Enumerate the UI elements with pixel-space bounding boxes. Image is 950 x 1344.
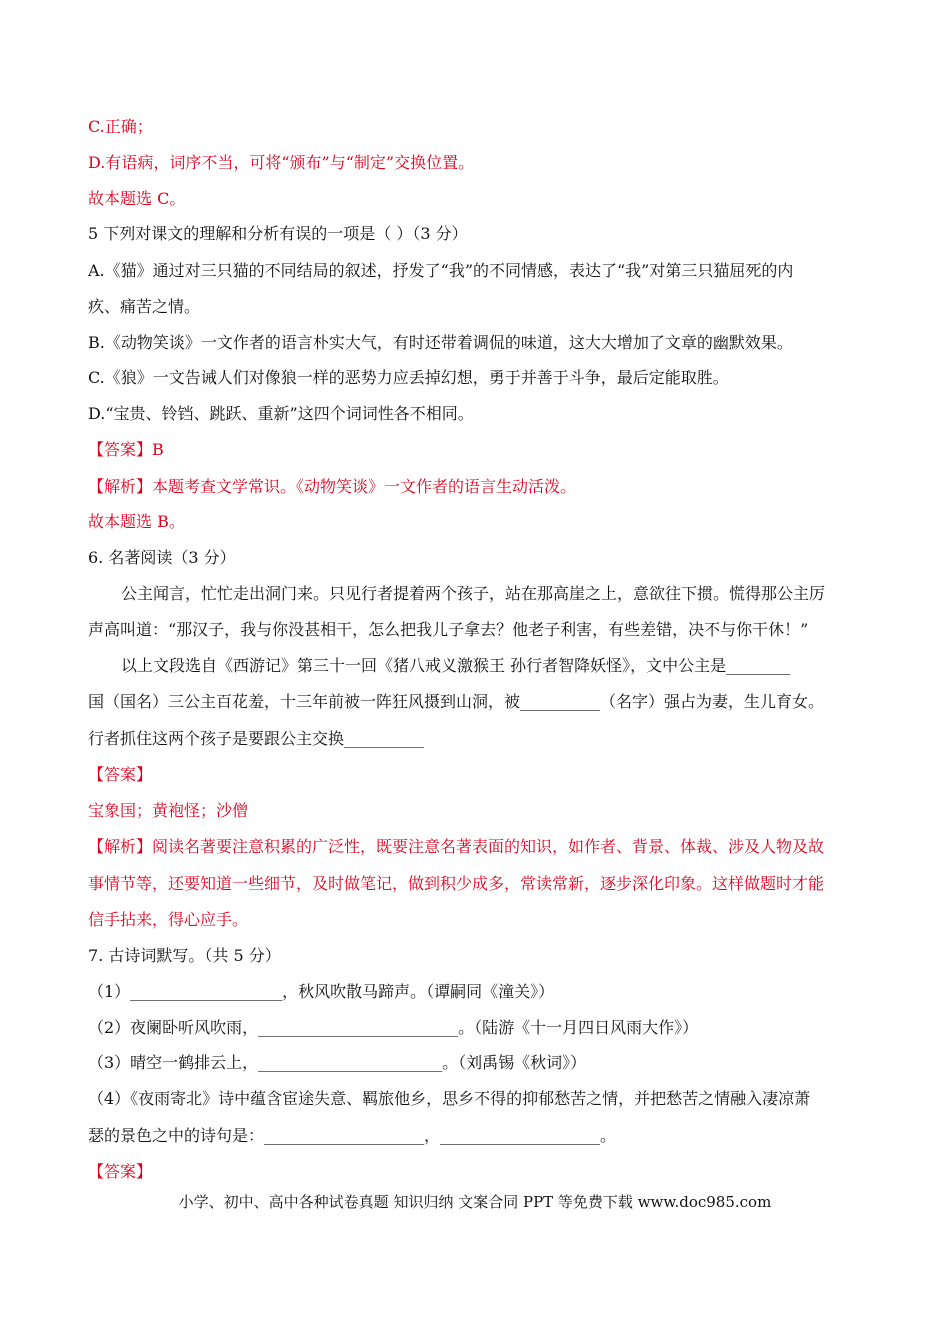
q7-item-3: （3）晴空一鹤排云上，_______________________。（刘禹锡《秋词》） bbox=[88, 1053, 587, 1072]
q6-analysis-line-2: 事情节等，还要知道一些细节，及时做笔记，做到积少成多，常读常新，逐步深化印象。这样做题时才能 bbox=[88, 874, 825, 893]
question-5: 5 下列对课文的理解和分析有误的一项是（ ）（3 分） bbox=[88, 224, 468, 243]
q5-option-a: A.《猫》通过对三只猫的不同结局的叙述，抒发了“我”的不同情感，表达了“我”对第三只猫屈死的内 bbox=[88, 261, 794, 280]
q7-item-2: （2）夜阑卧听风吹雨，_________________________。（陆游《十一月四日风雨大作》） bbox=[88, 1018, 699, 1037]
q7-item-4-cont: 瑟的景色之中的诗句是：____________________，____________________。 bbox=[88, 1126, 617, 1145]
q6-passage-line-1: 公主闻言，忙忙走出洞门来。只见行者提着两个孩子，站在那高崖之上，意欲往下掼。慌得那公主厉 bbox=[121, 584, 826, 603]
q6-answer-label: 【答案】 bbox=[88, 765, 153, 784]
question-7: 7. 古诗词默写。（共 5 分） bbox=[88, 946, 281, 965]
q6-prompt-line-2: 国（国名）三公主百花羞，十三年前被一阵狂风摄到山洞，被__________（名字）强占为妻，生儿育女。 bbox=[88, 692, 825, 711]
q6-answer: 宝象国；黄袍怪；沙僧 bbox=[88, 801, 249, 820]
q5-conclusion: 故本题选 B。 bbox=[88, 512, 185, 531]
q6-analysis-line-3: 信手拈来，得心应手。 bbox=[88, 910, 249, 929]
question-6: 6. 名著阅读（3 分） bbox=[88, 548, 236, 567]
page-footer: 小学、初中、高中各种试卷真题 知识归纳 文案合同 PPT 等免费下载 www.doc985.com bbox=[178, 1193, 772, 1211]
q5-answer: 【答案】B bbox=[88, 440, 164, 459]
q6-analysis-line-1: 【解析】阅读名著要注意积累的广泛性，既要注意名著表面的知识，如作者、背景、体裁、涉及人物及故 bbox=[88, 837, 825, 856]
q5-option-a-cont: 疚、痛苦之情。 bbox=[88, 297, 201, 316]
option-c-note: C.正确； bbox=[88, 117, 153, 136]
q7-item-1: （1）___________________，秋风吹散马蹄声。（谭嗣同《潼关》） bbox=[88, 982, 555, 1001]
q6-prompt-line-3: 行者抓住这两个孩子是要跟公主交换__________ bbox=[88, 729, 425, 748]
q6-prompt-line-1: 以上文段选自《西游记》第三十一回《猪八戒义激猴王 孙行者智降妖怪》，文中公主是________ bbox=[121, 656, 791, 675]
answer-conclusion: 故本题选 C。 bbox=[88, 189, 186, 208]
q5-option-d: D.“宝贵、铃铛、跳跃、重新”这四个词词性各不相同。 bbox=[88, 404, 474, 423]
q7-answer-label: 【答案】 bbox=[88, 1162, 153, 1181]
q7-item-4: （4）《夜雨寄北》诗中蕴含宦途失意、羁旅他乡，思乡不得的抑郁愁苦之情，并把愁苦之情融入凄凉萧 bbox=[88, 1089, 811, 1108]
q5-option-c: C.《狼》一文告诫人们对像狼一样的恶势力应丢掉幻想，勇于并善于斗争，最后定能取胜。 bbox=[88, 368, 729, 387]
q6-passage-line-2: 声高叫道：“那汉子，我与你没甚相干，怎么把我儿子拿去？他老子利害，有些差错，决不与你干休！” bbox=[88, 620, 809, 639]
q5-analysis: 【解析】本题考查文学常识。《动物笑谈》一文作者的语言生动活泼。 bbox=[88, 477, 577, 496]
q5-option-b: B.《动物笑谈》一文作者的语言朴实大气，有时还带着调侃的味道，这大大增加了文章的幽默效果。 bbox=[88, 333, 793, 352]
option-d-note: D.有语病，词序不当，可将“颁布”与“制定”交换位置。 bbox=[88, 153, 475, 172]
